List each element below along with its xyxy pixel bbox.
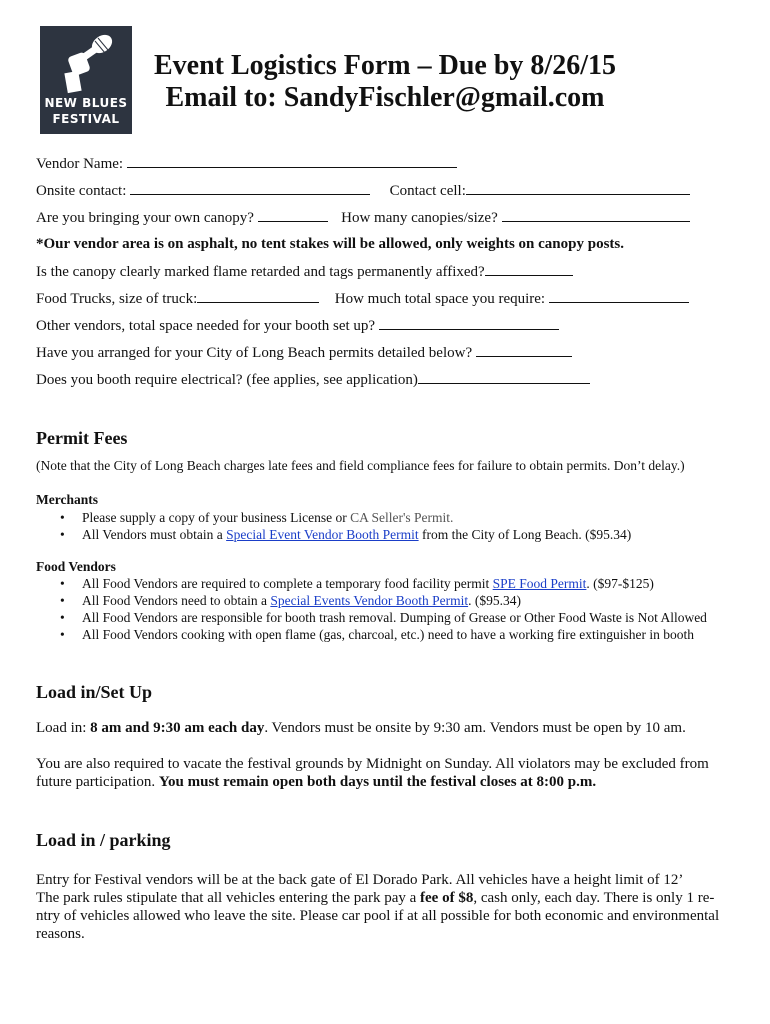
- canopy-field[interactable]: [258, 208, 328, 222]
- parking-heading: Load in / parking: [36, 830, 171, 850]
- special-events-vendor-booth-permit-link[interactable]: Special Events Vendor Booth Permit: [270, 593, 469, 608]
- list-item: [58, 592, 707, 609]
- ca-sellers-permit-text: CA Seller's Permit.: [350, 510, 454, 525]
- food-vendors-heading: Food Vendors: [36, 559, 116, 574]
- food-trucks-row: [36, 289, 689, 308]
- merchants-item-1-text: Please supply a copy of your business License or: [82, 510, 351, 525]
- food-item-2-text: All Food Vendors need to obtain a: [82, 593, 271, 608]
- load-in-paragraph-2: [36, 755, 736, 791]
- load-in-p1-b: . Vendors must be onsite by 9:30 am. Vendors must be open by 10 am.: [264, 720, 686, 736]
- space-question: How much total space you require:: [334, 291, 546, 307]
- flame-row: [36, 262, 573, 281]
- permit-fees-heading: Permit Fees: [36, 428, 128, 448]
- microphone-fist-icon: [40, 26, 132, 96]
- list-item: [58, 526, 631, 543]
- load-in-heading: Load in/Set Up: [36, 682, 153, 702]
- canopies-question: How many canopies/size?: [341, 210, 498, 226]
- list-item: [58, 575, 707, 592]
- food-trucks-label: Food Trucks, size of truck:: [36, 291, 198, 307]
- flame-field[interactable]: [485, 262, 573, 276]
- asphalt-note: *Our vendor area is on asphalt, no tent stakes will be allowed, only weights on canopy posts.: [36, 236, 624, 252]
- onsite-contact-field[interactable]: [130, 181, 370, 195]
- permit-fees-note: (Note that the City of Long Beach charges late fees and field compliance fees for failure to obtain permits. Don’t delay.): [36, 458, 685, 473]
- parking-paragraph-2: [36, 889, 736, 943]
- other-vendors-row: [36, 316, 559, 335]
- merchants-heading: Merchants: [36, 492, 98, 507]
- electrical-row: [36, 370, 590, 389]
- special-event-vendor-booth-permit-link[interactable]: Special Event Vendor Booth Permit: [226, 527, 419, 542]
- electrical-field[interactable]: [418, 370, 590, 384]
- vendor-name-row: [36, 154, 457, 173]
- onsite-contact-label: Onsite contact:: [36, 183, 127, 199]
- parking-p2-a: The park rules stipulate that all vehicles entering the park pay a: [36, 890, 421, 906]
- contact-cell-field[interactable]: [466, 181, 690, 195]
- food-item-1-after: . ($97-$125): [586, 576, 654, 591]
- vendor-name-label: Vendor Name:: [36, 156, 124, 172]
- load-in-times: 8 am and 9:30 am each day: [90, 720, 265, 736]
- load-in-p2-a: You are also required to vacate the festival grounds by Midnight on Sunday. All violators may be excluded from future participation.: [36, 756, 709, 790]
- food-item-4-text: All Food Vendors cooking with open flame (gas, charcoal, etc.) need to have a working fire extinguisher in booth: [82, 627, 694, 642]
- onsite-contact-row: [36, 181, 690, 200]
- food-item-1-text: All Food Vendors are required to complete a temporary food facility permit: [82, 576, 493, 591]
- vendor-name-field[interactable]: [127, 154, 457, 168]
- list-item: [58, 609, 707, 626]
- merchants-item-2-text: All Vendors must obtain a: [82, 527, 227, 542]
- permits-row: [36, 343, 572, 362]
- spe-food-permit-link[interactable]: SPE Food Permit: [492, 576, 587, 591]
- parking-fee: fee of $8: [420, 890, 474, 906]
- food-vendors-list: [58, 575, 707, 643]
- permits-field[interactable]: [476, 343, 572, 357]
- other-vendors-question: Other vendors, total space needed for your booth set up?: [36, 318, 376, 334]
- load-in-p1-a: Load in:: [36, 720, 91, 736]
- truck-size-field[interactable]: [197, 289, 319, 303]
- contact-cell-label: Contact cell:: [389, 183, 466, 199]
- load-in-paragraph-1: [36, 719, 736, 737]
- parking-paragraph-1: Entry for Festival vendors will be at the back gate of El Dorado Park. All vehicles have a height limit of 12’: [36, 872, 684, 888]
- remain-open-notice: You must remain open both days until the festival closes at 8:00 p.m.: [158, 774, 597, 790]
- list-item: [58, 626, 707, 643]
- electrical-question: Does you booth require electrical? (fee applies, see application): [36, 372, 418, 388]
- list-item: [58, 509, 631, 526]
- flame-question: Is the canopy clearly marked flame retarded and tags permanently affixed?: [36, 264, 485, 280]
- canopies-field[interactable]: [502, 208, 690, 222]
- logo-line-2: FESTIVAL: [52, 112, 120, 126]
- merchants-list: [58, 509, 631, 543]
- permits-question: Have you arranged for your City of Long Beach permits detailed below?: [36, 345, 473, 361]
- festival-logo: [40, 26, 132, 134]
- canopy-question: Are you bringing your own canopy?: [36, 210, 254, 226]
- parking-p2-b: , cash only, each day. There is only 1 re-ntry of vehicles allowed who leave the site. Please car pool if at all possible for both economic and environmental reasons.: [36, 890, 720, 942]
- merchants-item-2-after: from the City of Long Beach. ($95.34): [418, 527, 632, 542]
- space-field[interactable]: [549, 289, 689, 303]
- canopy-row: [36, 208, 690, 227]
- food-item-2-after: . ($95.34): [468, 593, 521, 608]
- page-title: Event Logistics Form – Due by 8/26/15: [154, 50, 616, 81]
- food-item-3-text: All Food Vendors are responsible for booth trash removal. Dumping of Grease or Other Food Waste is Not Allowed: [82, 610, 707, 625]
- email-line: Email to: SandyFischler@gmail.com: [165, 82, 605, 113]
- logo-line-1: NEW BLUES: [44, 96, 128, 110]
- other-vendors-field[interactable]: [379, 316, 559, 330]
